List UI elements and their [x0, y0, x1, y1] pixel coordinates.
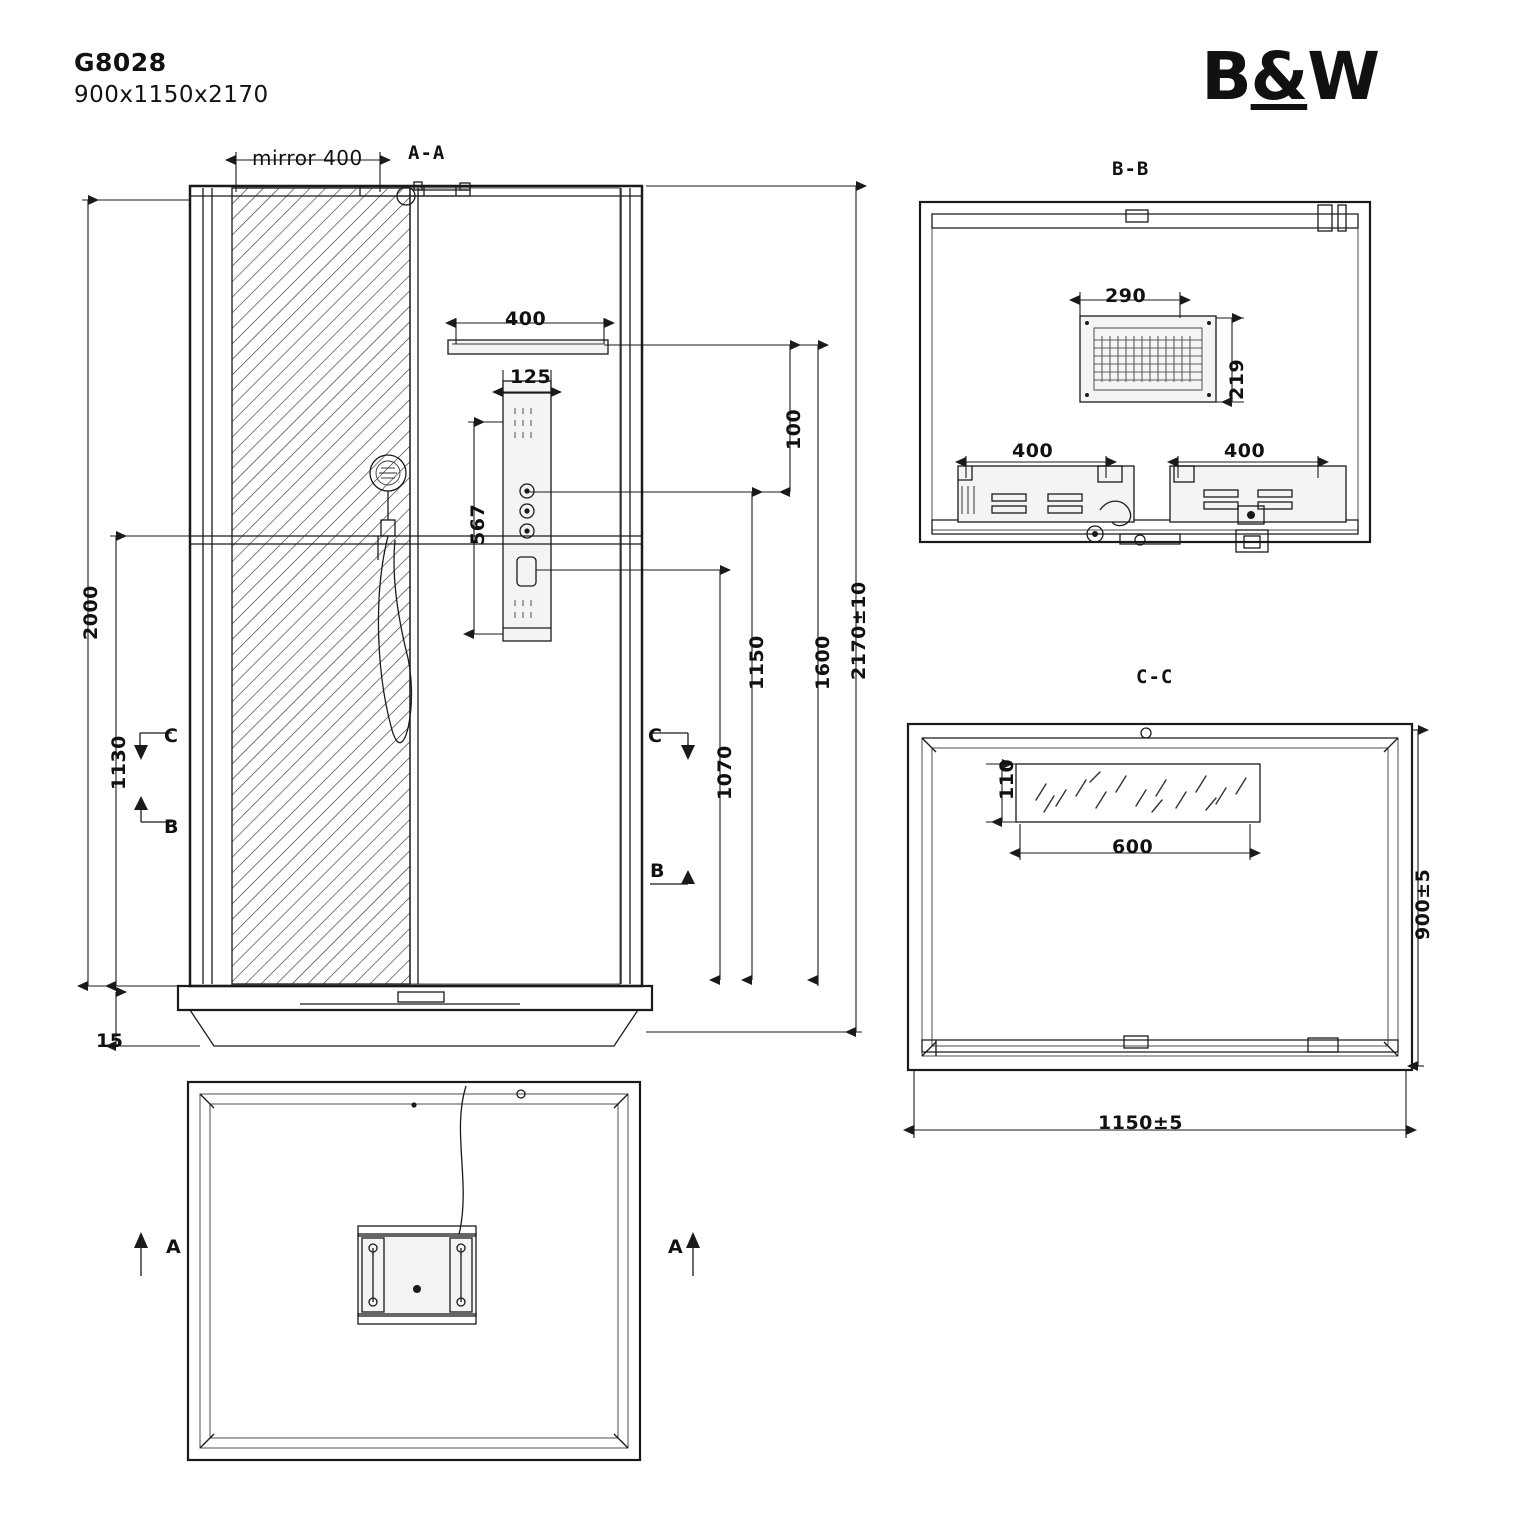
model-dimensions: 900x1150x2170: [74, 82, 269, 108]
dim-seat-right-400: 400: [1224, 440, 1266, 462]
view-tag-BB: B-B: [1112, 158, 1150, 180]
section-mark-b-left: B: [164, 816, 179, 838]
top-view-CC: [908, 724, 1424, 1138]
rear-panel-view: [134, 1082, 700, 1460]
back-view-BB: [920, 202, 1370, 552]
dim-219: 219: [1226, 358, 1248, 400]
section-mark-c-right: C: [648, 725, 663, 747]
dim-900: 900±5: [1412, 868, 1434, 940]
dim-panel-125: 125: [510, 366, 552, 388]
section-mark-b-right: B: [650, 860, 665, 882]
brand-logo-w: W: [1307, 38, 1379, 115]
brand-logo-b: B: [1201, 38, 1251, 115]
dim-drain-110: 110: [996, 758, 1018, 800]
dim-2000: 2000: [80, 585, 102, 640]
dim-drain-600: 600: [1112, 836, 1154, 858]
dim-100: 100: [783, 408, 805, 450]
section-mark-a-left: A: [166, 1236, 182, 1258]
dim-seat-left-400: 400: [1012, 440, 1054, 462]
front-view-AA: [82, 152, 862, 1046]
section-mark-a-right: A: [668, 1236, 684, 1258]
brand-logo-amp: &: [1250, 38, 1308, 115]
view-tag-CC: C-C: [1136, 666, 1174, 688]
dim-1150: 1150: [746, 635, 768, 690]
dim-1600: 1600: [812, 635, 834, 690]
page-title: G8028: [74, 48, 167, 77]
view-tag-AA: A-A: [408, 142, 446, 164]
dim-1070: 1070: [714, 745, 736, 800]
dim-shelf-400: 400: [505, 308, 547, 330]
dim-15: 15: [96, 1030, 124, 1052]
dim-panel-567: 567: [467, 503, 489, 545]
section-mark-c-left: C: [164, 725, 179, 747]
mirror-label: mirror 400: [252, 146, 363, 170]
dim-1150: 1150±5: [1098, 1112, 1184, 1134]
dim-2170: 2170±10: [848, 581, 870, 680]
dim-1130: 1130: [108, 735, 130, 790]
dim-290: 290: [1105, 285, 1147, 307]
